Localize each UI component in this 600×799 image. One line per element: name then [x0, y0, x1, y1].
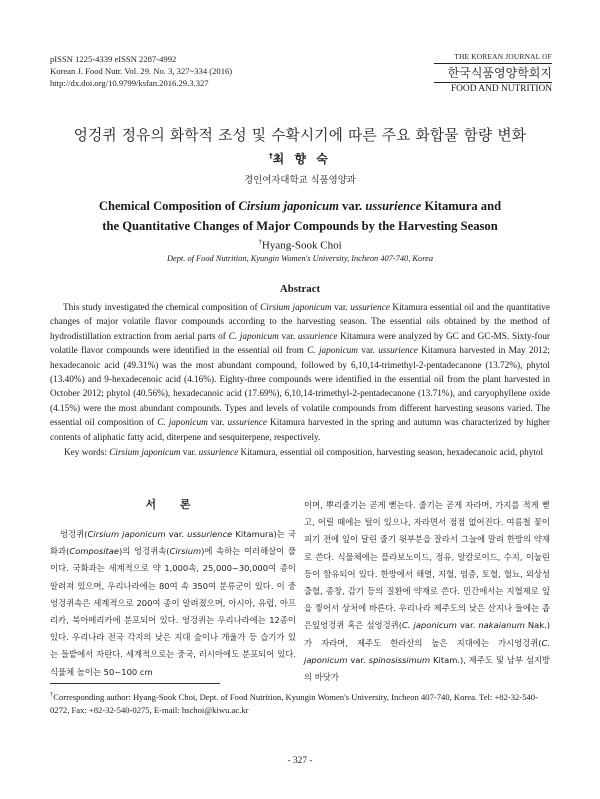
journal-logo-block	[434, 52, 552, 95]
english-title-line2: the Quantitative Changes of Major Compounds by the Harvesting Season	[102, 219, 498, 233]
english-affiliation: Dept. of Food Nutrition, Kyungin Women's University, Incheon 407-740, Korea	[166, 254, 434, 263]
journal-name-korean: 한국식품영양학회지	[447, 66, 552, 80]
korean-author	[0, 150, 600, 167]
doi-link[interactable]: http://dx.doi.org/10.9799/ksfan.2016.29.3.327	[50, 78, 209, 88]
journal-rule-top	[434, 63, 552, 64]
english-title	[0, 196, 600, 236]
author-dagger: †	[269, 152, 273, 160]
abstract-text: This study investigated the chemical composition of Cirsium japonicum var. ussurience Kitamura essential oil and the quantitative changes of major volatile flavor compounds according to the harvesting season. The essential oils obtained by the method of hydrodistillation extraction from aerial parts of C. japonicum var. ussurience Kitamura were analyzed by GC and GC-MS. Sixty-four volatile flavor compounds were identified in the essential oil from C. japonicum var. ussurience Kitamura harvested in May 2012; hexadecanoic acid (49.31%) was the most abundant compound, followed by 6,10,14-trimethyl-2-pentadecanone (13.72%), phytol (13.40%) and 9-hexadecenoic acid (4.16%). Eighty-three compounds were identified in the essential oil from the plant harvested in October 2012; phytol (40.56%), hexadecanoic acid (17.69%), 6,10,14-trimethyl-2-pentadecanone (13.71%), and caryophyllene oxide (4.15%) were the most abundant compounds. Types and levels of volatile compounds from different harvesting seasons varied. The essential oil composition of C. japonicum var. ussurience Kitamura harvested in the spring and autumn was characterized by higher contents of aliphatic fatty acid, diterpene and sesquiterpene, respectively.	[50, 303, 551, 443]
body-paragraph: 이며, 뿌리줄기는 곧게 뻗는다. 줄기는 곧게 자라며, 가지를 적게 뻗고, 어릴 때에는 털이 있으나, 자라면서 점점 없어진다. 여름철 꽃이 피기 전에 잎이 달린 줄기 윗부분을 잘라서 그늘에 말려 한방의 약재로 쓴다. 식물체에는 플라보노이드, 정유, 알칼로이드, 수지, 이눌린 등이 함유되어 있다. 한방에서 해열, 지혈, 염증, 토혈, 혈뇨, 외상성 출혈, 종창, 감기 등의 질환에 약재로 쓴다. 민간에서는 지혈제로 잎을 찧어서 상처에 바른다. 우리나라 제주도의 낮은 산지나 들에는 좁은잎엉겅퀴 혹은 섬엉겅퀴(C. japonicum var. nakaianum Nak.)가 자라며, 제주도 한라산의 높은 지대에는 가시엉겅퀴(C. japonicum var. spinosissimum Kitam.), 제주도 및 남부 섬지방의 바닷가	[304, 500, 550, 683]
journal-name-line1: THE KOREAN JOURNAL OF	[454, 52, 552, 61]
body-column-left	[50, 490, 296, 681]
english-title-line1: Chemical Composition of Cirsium japonicum var. ussurience Kitamura and	[98, 199, 502, 213]
korean-title: 엉겅퀴 정유의 화학적 조성 및 수확시기에 따른 주요 화합물 함량 변화	[73, 127, 527, 144]
issn-line: pISSN 1225-4339 eISSN 2287-4992	[50, 54, 177, 64]
body-paragraph: 엉겅퀴(Cirsium japonicum var. ussurience Kitamura)는 국화과(Compositae)의 엉겅퀴속(Cirsium)에 속하는 여러해살이 풀이다. 국화과는 세계적으로 약 1,000속, 25,000~30,000여 종이 알려져 있으며, 우리나라에는 80여 속 350여 분류군이 있다. 이 중 엉겅퀴속은 세계적으로 200여 종이 알려졌으며, 아시아, 유럽, 아프리카, 북아메리카에 분포되어 있다. 엉겅퀴는 우리나라에는 12종이 있다. 우리나라 전국 각지의 낮은 지대 숲이나 개울가 등 습기가 있는 들밭에서 자란다. 세계적으로는 중국, 러시아에도 분포되어 있다. 식물체 높이는 50~100 cm	[50, 529, 296, 677]
page-number: - 327 -	[287, 756, 313, 766]
author-dagger-en: †	[258, 238, 262, 246]
abstract-heading: Abstract	[279, 283, 321, 295]
keywords: Key words: Cirsium japonicum var. ussurience Kitamura, essential oil composition, harvesting season, hexadecanoic acid, phytol	[64, 448, 544, 458]
body-column-right	[304, 497, 550, 686]
journal-rule-bottom	[434, 82, 552, 83]
footnote-divider	[50, 683, 220, 684]
citation-line: Korean J. Food Nutr. Vol. 29. No. 3, 327~334 (2016)	[50, 66, 233, 76]
journal-name-line3: FOOD AND NUTRITION	[450, 84, 552, 94]
english-author: †Hyang-Sook Choi	[258, 238, 342, 252]
korean-affiliation: 경인여자대학교 식품영양과	[244, 175, 356, 186]
corresponding-author-footnote: †Corresponding author: Hyang-Sook Choi, Dept. of Food Nutrition, Kyungin Women's University, Incheon 407-740, Korea. Tel: +82-32-540-0272, Fax: +82-32-540-0275, E-mail: hschoi@kiwu.ac.kr	[50, 691, 538, 715]
korean-author-name: 최 향 숙	[272, 152, 331, 166]
journal-citation-block	[50, 53, 232, 89]
section-heading-introduction: 서 론	[145, 498, 201, 511]
